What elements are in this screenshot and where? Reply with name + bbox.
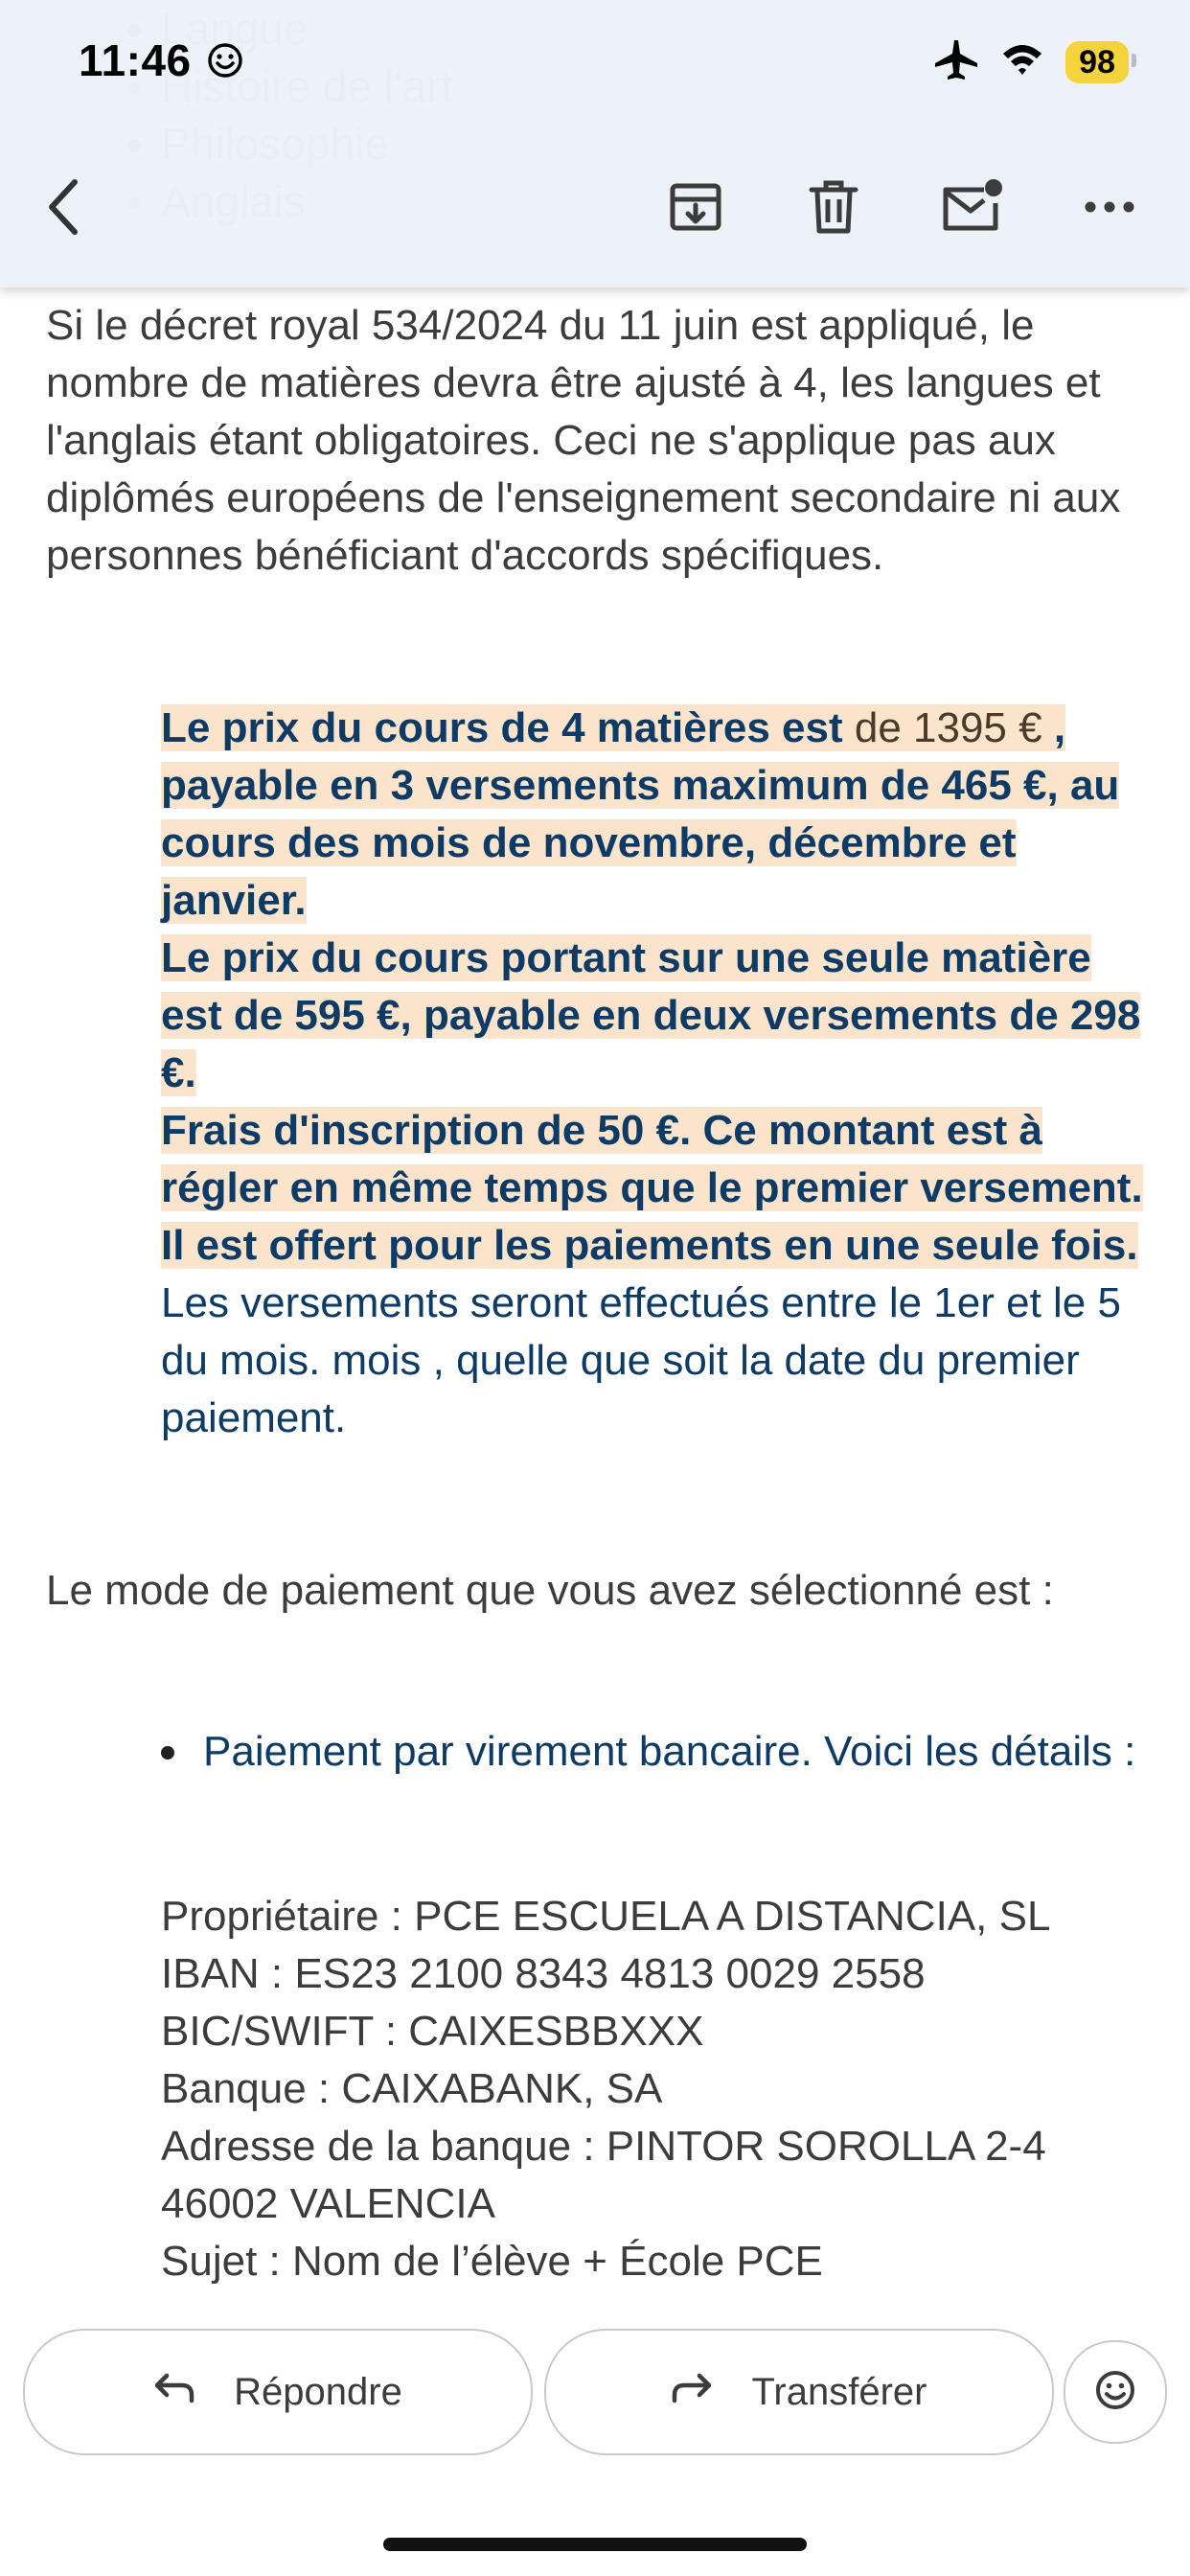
top-header (0, 0, 1190, 288)
payment-method-list (161, 1721, 1161, 1782)
bank-address-line1: Adresse de la banque : PINTOR SOROLLA 2-4 (161, 2123, 1046, 2170)
trash-icon (808, 178, 859, 241)
pricing-block (161, 700, 1148, 1447)
home-indicator (383, 2538, 807, 2551)
status-time: 11:46 (79, 35, 192, 85)
archive-icon (667, 178, 724, 241)
price-amount: de 1395 € (854, 704, 1042, 751)
reply-label: Répondre (234, 2370, 402, 2413)
back-button[interactable] (27, 172, 100, 245)
smiley-icon (1094, 2369, 1136, 2416)
wifi-icon (1000, 42, 1044, 81)
forward-label: Transférer (751, 2370, 927, 2413)
bank-bic: BIC/SWIFT : CAIXESBBXXX (161, 2008, 704, 2055)
price-terms: , payable en 3 versements maximum de 465 €, au cours des mois de novembre, décembre et janvier. (161, 704, 1120, 924)
more-icon (1083, 199, 1136, 219)
payment-subject: Sujet : Nom de l’élève + École PCE (161, 2238, 823, 2285)
forward-button[interactable] (544, 2329, 1054, 2455)
reply-icon (153, 2370, 195, 2414)
payment-mode-intro: Le mode de paiement que vous avez sélectionné est : (46, 1567, 1054, 1614)
bottom-action-bar (0, 2300, 1190, 2576)
emoji-face-icon (207, 42, 243, 83)
bank-address-line2: 46002 VALENCIA (161, 2180, 495, 2227)
registration-fee: Frais d'inscription de 50 €. Ce montant est à régler en même temps que le premier versement. Il est offert pour les paiements en une seule fois. (161, 1107, 1143, 1269)
bank-details (161, 1888, 1157, 2290)
emoji-reaction-button[interactable] (1064, 2340, 1167, 2444)
intro-paragraph: Si le décret royal 534/2024 du 11 juin est appliqué, le nombre de matières devra être ajusté à 4, les langues et l'anglais étant obligatoires. Ceci ne s'applique pas aux diplômés européens de l'enseignement secondaire ni aux personnes bénéficiant d'accords spécifiques. (46, 302, 1121, 579)
email-toolbar (0, 163, 1190, 249)
forward-icon (671, 2370, 713, 2414)
bank-name: Banque : CAIXABANK, SA (161, 2065, 663, 2112)
airplane-icon (933, 38, 979, 85)
more-button[interactable] (1073, 172, 1146, 245)
bank-owner: Propriétaire : PCE ESCUELA A DISTANCIA, SL (161, 1893, 1051, 1940)
back-arrow-icon (42, 176, 84, 242)
payment-method: Paiement par virement bancaire. Voici les détails : (203, 1721, 1161, 1782)
single-subject-price: Le prix du cours portant sur une seule matière est de 595 €, payable en deux versements de 298 €. (161, 934, 1141, 1096)
mark-unread-button[interactable] (935, 172, 1008, 245)
installments-note: Les versements seront effectués entre le 1er et le 5 du mois. mois , quelle que soit la date du premier paiement. (161, 1279, 1121, 1441)
battery-icon: 98 (1065, 41, 1129, 83)
mark-unread-icon (940, 178, 1003, 241)
archive-button[interactable] (659, 172, 732, 245)
status-icons (933, 38, 1129, 85)
reply-button[interactable] (23, 2329, 533, 2455)
delete-button[interactable] (797, 172, 870, 245)
bank-iban: IBAN : ES23 2100 8343 4813 0029 2558 (161, 1950, 926, 1997)
price-text-bold: Le prix du cours de 4 matières est (161, 704, 855, 751)
